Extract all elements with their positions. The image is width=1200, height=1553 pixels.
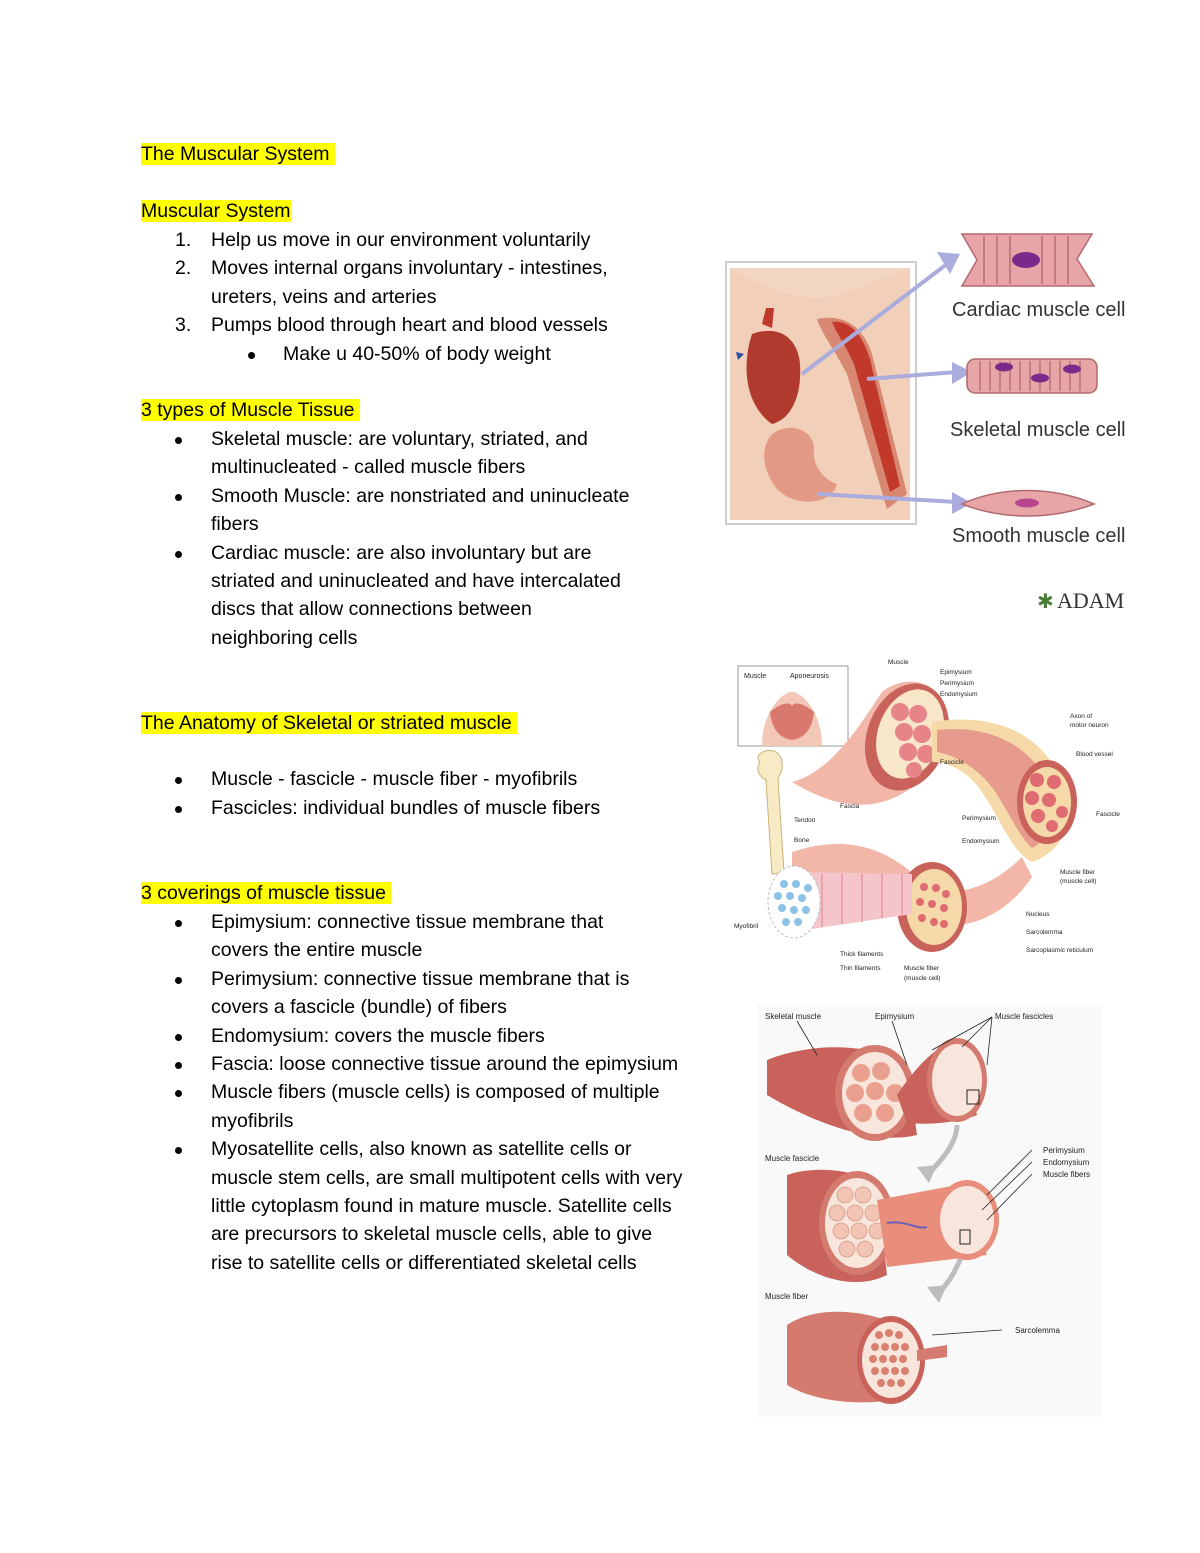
bullet-icon — [175, 1090, 182, 1097]
svg-text:Muscle fascicle: Muscle fascicle — [765, 1154, 820, 1163]
cardiac-cell-icon — [962, 234, 1094, 286]
svg-text:Muscle fiber: Muscle fiber — [1060, 869, 1096, 876]
svg-text:Perimysium: Perimysium — [1043, 1146, 1085, 1155]
svg-text:Endomysium: Endomysium — [1043, 1158, 1090, 1167]
bullet-icon — [248, 352, 255, 359]
svg-text:motor neuron: motor neuron — [1070, 722, 1109, 729]
document-title: The Muscular System — [141, 143, 335, 165]
svg-text:Bone: Bone — [794, 837, 810, 844]
bullet-icon — [175, 977, 182, 984]
svg-text:Muscle: Muscle — [888, 659, 909, 666]
svg-text:Epimysium: Epimysium — [875, 1012, 915, 1021]
svg-text:Endomysium: Endomysium — [962, 838, 1000, 845]
muscle-cell-types-figure — [722, 224, 1132, 619]
cardiac-label: Cardiac muscle cell — [952, 299, 1126, 321]
svg-text:Muscle fibers: Muscle fibers — [1043, 1170, 1091, 1179]
svg-text:Axon of: Axon of — [1070, 713, 1093, 720]
svg-text:Sarcoplasmic reticulum: Sarcoplasmic reticulum — [1026, 947, 1094, 954]
section-muscle-tissue — [141, 396, 741, 424]
bone-icon — [758, 750, 784, 874]
svg-text:Fascicle: Fascicle — [940, 759, 964, 766]
smooth-cell-icon — [962, 491, 1094, 517]
bullet-icon — [175, 806, 182, 813]
bullet-icon — [175, 1147, 182, 1154]
muscle-coverings-figure — [757, 1005, 1102, 1417]
svg-text:Muscle: Muscle — [744, 673, 767, 680]
svg-text:Epimysium: Epimysium — [940, 669, 972, 676]
svg-text:Thin filaments: Thin filaments — [840, 965, 881, 972]
section-heading: Muscular System — [141, 200, 291, 222]
svg-text:Tendon: Tendon — [794, 817, 816, 824]
svg-text:Myofibril: Myofibril — [734, 923, 759, 930]
bullet-icon — [175, 920, 182, 927]
svg-text:Muscle fiber: Muscle fiber — [904, 965, 940, 972]
svg-text:(muscle cell): (muscle cell) — [1060, 878, 1097, 885]
section-heading: The Anatomy of Skeletal or striated muscle — [141, 712, 518, 734]
svg-text:(muscle cell): (muscle cell) — [904, 975, 941, 982]
svg-text:Blood vessel: Blood vessel — [1076, 751, 1113, 758]
bullet-icon — [175, 1034, 182, 1041]
svg-text:Aponeurosis: Aponeurosis — [790, 673, 829, 680]
section-heading: 3 coverings of muscle tissue — [141, 882, 392, 904]
svg-text:Skeletal muscle: Skeletal muscle — [765, 1012, 822, 1021]
adam-logo: ADAM — [1057, 588, 1125, 613]
svg-text:Sarcolemma: Sarcolemma — [1026, 929, 1063, 936]
bullet-icon — [175, 494, 182, 501]
svg-text:Fascia: Fascia — [840, 803, 860, 810]
adam-figure-icon: ✱ — [1037, 591, 1054, 613]
bullet-icon — [175, 551, 182, 558]
svg-text:Perimysium: Perimysium — [940, 680, 974, 687]
skeletal-cell-icon — [967, 359, 1097, 393]
svg-text:Endomysium: Endomysium — [940, 691, 978, 698]
section-heading: 3 types of Muscle Tissue — [141, 399, 360, 421]
svg-text:Fascicle: Fascicle — [1096, 811, 1120, 818]
bullet-icon — [175, 1062, 182, 1069]
svg-text:Muscle fascicles: Muscle fascicles — [995, 1012, 1054, 1021]
bullet-icon — [175, 777, 182, 784]
bullet-icon — [175, 437, 182, 444]
skeletal-label: Skeletal muscle cell — [950, 419, 1126, 441]
svg-text:Muscle fiber: Muscle fiber — [765, 1292, 809, 1301]
svg-text:Nucleus: Nucleus — [1026, 911, 1050, 918]
smooth-label: Smooth muscle cell — [952, 525, 1126, 547]
section-coverings — [141, 879, 741, 907]
svg-text:Sarcolemma: Sarcolemma — [1015, 1326, 1060, 1335]
svg-text:Thick filaments: Thick filaments — [840, 951, 884, 958]
svg-text:Perimysium: Perimysium — [962, 815, 996, 822]
section-anatomy — [141, 709, 741, 737]
muscle-structure-figure — [732, 652, 1130, 992]
section-muscular-system — [141, 197, 741, 225]
